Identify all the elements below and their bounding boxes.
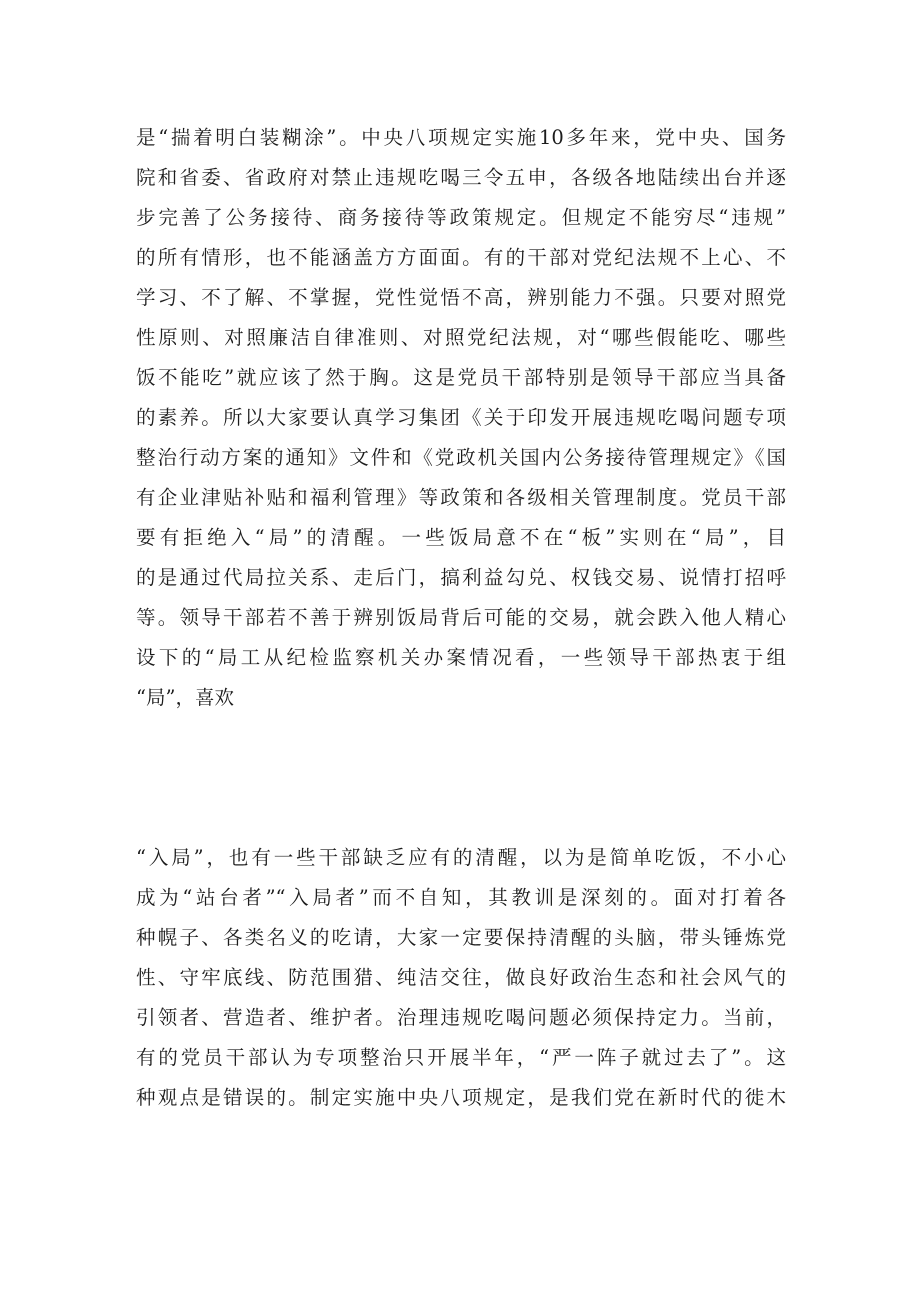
text-line: 要有拒绝入“局”的清醒。一些饭局意不在“板”实则在“局”，目	[136, 526, 786, 549]
text-line: 的所有情形，也不能涵盖方方面面。有的干部对党纪法规不上心、不	[136, 246, 786, 269]
text-line: 整治行动方案的通知》文件和《党政机关国内公务接待管理规定》《国	[136, 446, 786, 469]
text-line: 成为“站台者”“入局者”而不自知，其教训是深刻的。面对打着各	[136, 886, 786, 909]
text-line: 饭不能吃”就应该了然于胸。这是党员干部特别是领导干部应当具备	[136, 366, 786, 389]
text-line: 的是通过代局拉关系、走后门，搞利益勾兑、权钱交易、说情打招呼	[136, 566, 786, 589]
text-line: “局”，喜欢	[136, 686, 234, 709]
text-line: 是“揣着明白装糊涂”。中央八项规定实施10多年来，党中央、国务	[136, 126, 786, 149]
text-line: 的素养。所以大家要认真学习集团《关于印发开展违规吃喝问题专项	[136, 406, 786, 429]
text-line: 学习、不了解、不掌握，党性觉悟不高，辨别能力不强。只要对照党	[136, 286, 786, 309]
text-line: 种观点是错误的。制定实施中央八项规定，是我们党在新时代的徙木	[136, 1086, 786, 1109]
text-line: 设下的“局工从纪检监察机关办案情况看，一些领导干部热衷于组	[136, 646, 786, 669]
text-line: 性、守牢底线、防范围猎、纯洁交往，做良好政治生态和社会风气的	[136, 966, 786, 989]
text-line: 性原则、对照廉洁自律准则、对照党纪法规，对“哪些假能吃、哪些	[136, 326, 786, 349]
text-line: 引领者、营造者、维护者。治理违规吃喝问题必须保持定力。当前，	[136, 1006, 786, 1029]
paragraph-1	[136, 118, 786, 718]
paragraph-2	[136, 838, 786, 1118]
text-line: 有企业津贴补贴和福利管理》等政策和各级相关管理制度。党员干部	[136, 486, 786, 509]
text-line: 等。领导干部若不善于辨别饭局背后可能的交易，就会跌入他人精心	[136, 606, 786, 629]
text-line: 种幌子、各类名义的吃请，大家一定要保持清醒的头脑，带头锤炼党	[136, 926, 786, 949]
text-line: 有的党员干部认为专项整治只开展半年，“严一阵子就过去了”。这	[136, 1046, 786, 1069]
text-line: 院和省委、省政府对禁止违规吃喝三令五申，各级各地陆续出台并逐	[136, 166, 786, 189]
text-line: “入局”，也有一些干部缺乏应有的清醒，以为是简单吃饭，不小心	[136, 846, 786, 869]
text-line: 步完善了公务接待、商务接待等政策规定。但规定不能穷尽“违规”	[136, 206, 786, 229]
